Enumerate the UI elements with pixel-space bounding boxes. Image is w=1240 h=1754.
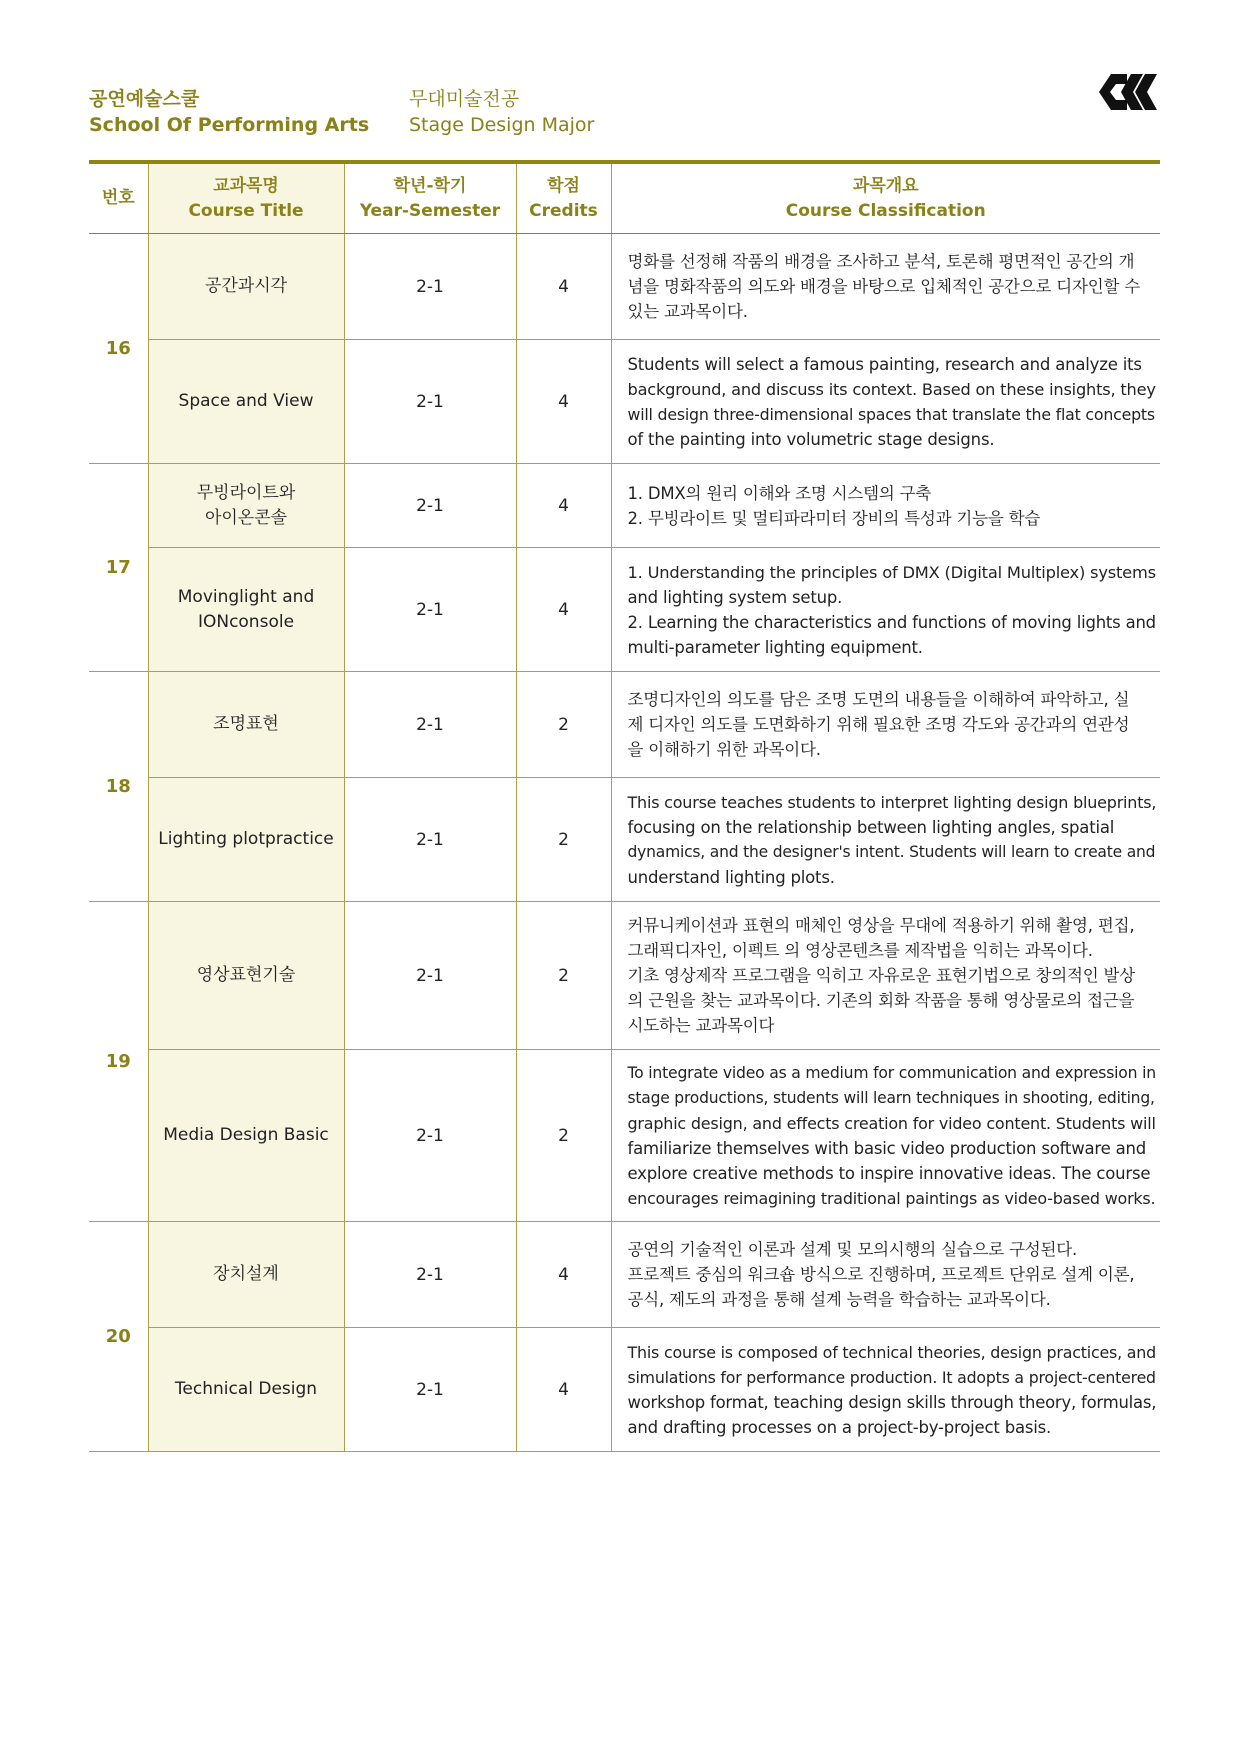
table-row (89, 1222, 1160, 1328)
column-header-year-semester: 학년-학기 Year-Semester (344, 164, 516, 234)
course-title-en (148, 778, 344, 902)
table-row (89, 464, 1160, 548)
description-line: workshop format, teaching design skills through theory, formulas, (627, 1392, 1157, 1412)
course-title-line: IONconsole (197, 611, 295, 632)
course-credits: 2 (516, 1050, 611, 1222)
course-credits: 4 (516, 1328, 611, 1452)
description-line: of the painting into volumetric stage designs. (627, 429, 995, 449)
course-title-line: 영상표현기술 (196, 965, 296, 985)
description-line: focusing on the relationship between lighting angles, spatial (627, 817, 1115, 837)
description-line: 조명디자인의 의도를 담은 조명 도면의 내용들을 이해하여 파악하고, 실 (627, 690, 1130, 709)
course-title-en (148, 548, 344, 672)
major-name (409, 86, 594, 138)
course-description-ko (611, 234, 1160, 340)
course-credits: 2 (516, 778, 611, 902)
description-line: explore creative methods to inspire innovative ideas. The course (627, 1163, 1151, 1183)
table-row (89, 548, 1160, 672)
description-line: 프로젝트 중심의 워크숍 방식으로 진행하며, 프로젝트 단위로 설계 이론, (627, 1265, 1135, 1284)
description-line: 커뮤니케이션과 표현의 매체인 영상을 무대에 적용하기 위해 촬영, 편집, (627, 916, 1135, 935)
ck-logo-icon (1097, 72, 1159, 112)
description-line: 그래픽디자인, 이펙트 의 영상콘텐츠를 제작법을 익히는 과목이다. (627, 941, 1093, 960)
course-description-en (611, 1050, 1160, 1222)
table-row (89, 778, 1160, 902)
course-title-ko (148, 464, 344, 548)
course-year-semester: 2-1 (344, 340, 516, 464)
major-name-ko: 무대미술전공 (409, 88, 520, 110)
description-line: dynamics, and the designer's intent. Students will learn to create and (627, 842, 1156, 861)
course-description-ko (611, 902, 1160, 1050)
course-title-line: Lighting plotpractice (158, 829, 334, 849)
table-row (89, 1050, 1160, 1222)
course-year-semester: 2-1 (344, 234, 516, 340)
course-credits: 4 (516, 1222, 611, 1328)
course-title-line: 공간과시각 (204, 276, 288, 296)
course-number: 16 (89, 234, 148, 464)
course-credits: 2 (516, 672, 611, 778)
table-header-row (89, 164, 1160, 234)
course-year-semester: 2-1 (344, 1050, 516, 1222)
description-line: 기초 영상제작 프로그램을 익히고 자유로운 표현기법으로 창의적인 발상 (627, 966, 1135, 985)
description-line: graphic design, and effects creation for video content. Students will (627, 1113, 1156, 1133)
description-line: stage productions, students will learn techniques in shooting, editing, (627, 1088, 1155, 1107)
school-name (89, 86, 369, 138)
course-number: 20 (89, 1222, 148, 1452)
course-description-en (611, 778, 1160, 902)
description-line: multi-parameter lighting equipment. (627, 637, 923, 657)
description-line: 념을 명화작품의 의도와 배경을 바탕으로 입체적인 공간으로 디자인할 수 (627, 277, 1141, 296)
course-description-ko (611, 1222, 1160, 1328)
course-credits: 4 (516, 340, 611, 464)
course-credits: 2 (516, 902, 611, 1050)
description-line: 공식, 제도의 과정을 통해 설계 능력을 학습하는 교과목이다. (627, 1290, 1051, 1309)
description-line: 공연의 기술적인 이론과 설계 및 모의시행의 실습으로 구성된다. (627, 1240, 1078, 1259)
table-row (89, 234, 1160, 340)
table-row (89, 1328, 1160, 1452)
description-line: 시도하는 교과목이다 (627, 1016, 775, 1035)
description-line: 있는 교과목이다. (627, 302, 748, 321)
column-header-credits: 학점 Credits (516, 164, 611, 234)
course-title-ko (148, 1222, 344, 1328)
course-year-semester: 2-1 (344, 548, 516, 672)
course-title-en (148, 1328, 344, 1452)
course-title-line: Movinglight and (177, 586, 315, 607)
course-table (89, 164, 1160, 1452)
course-year-semester: 2-1 (344, 464, 516, 548)
course-description-en (611, 340, 1160, 464)
course-year-semester: 2-1 (344, 778, 516, 902)
course-credits: 4 (516, 548, 611, 672)
course-title-ko (148, 902, 344, 1050)
course-title-line: 아이온콘솔 (204, 507, 288, 528)
school-name-ko: 공연예술스쿨 (89, 88, 200, 110)
description-line: This course teaches students to interpret lighting design blueprints, (627, 792, 1157, 812)
description-line: 의 근원을 찾는 교과목이다. 기존의 회화 작품을 통해 영상물로의 접근을 (627, 991, 1135, 1010)
column-header-title: 교과목명 Course Title (148, 164, 344, 234)
course-title-line: Space and View (178, 391, 314, 411)
course-title-en (148, 340, 344, 464)
description-line: This course is composed of technical theories, design practices, and (627, 1342, 1157, 1362)
school-name-en: School Of Performing Arts (89, 114, 370, 136)
course-title-line: 조명표현 (213, 714, 279, 734)
course-title-line: Technical Design (174, 1379, 318, 1399)
description-line: and drafting processes on a project-by-project basis. (627, 1417, 1052, 1437)
course-year-semester: 2-1 (344, 672, 516, 778)
course-description-ko (611, 464, 1160, 548)
column-header-description: 과목개요 Course Classification (611, 164, 1160, 234)
course-description-ko (611, 672, 1160, 778)
course-year-semester: 2-1 (344, 1328, 516, 1452)
table-row (89, 902, 1160, 1050)
course-year-semester: 2-1 (344, 1222, 516, 1328)
description-line: and lighting system setup. (627, 587, 843, 607)
course-number: 19 (89, 902, 148, 1222)
course-title-line: 장치설계 (213, 1264, 279, 1284)
course-title-ko (148, 672, 344, 778)
course-title-line: Media Design Basic (163, 1125, 329, 1145)
description-line: background, and discuss its context. Based on these insights, they (627, 379, 1156, 399)
description-line: 1. Understanding the principles of DMX (Digital Multiplex) systems (627, 562, 1156, 582)
course-number: 18 (89, 672, 148, 902)
course-credits: 4 (516, 234, 611, 340)
description-line: To integrate video as a medium for communication and expression in (627, 1063, 1156, 1082)
course-description-en (611, 1328, 1160, 1452)
description-line: 제 디자인 의도를 도면화하기 위해 필요한 조명 각도와 공간과의 연관성 (627, 715, 1130, 734)
description-line: 2. 무빙라이트 및 멀티파라미터 장비의 특성과 기능을 학습 (627, 508, 1041, 528)
description-line: will design three-dimensional spaces that translate the flat concepts (627, 404, 1155, 424)
course-title-ko (148, 234, 344, 340)
course-title-line: 무빙라이트와 (196, 482, 296, 503)
table-row (89, 672, 1160, 778)
column-header-no: 번호 (89, 164, 148, 234)
course-table-body (89, 234, 1160, 1452)
course-year-semester: 2-1 (344, 902, 516, 1050)
description-line: 2. Learning the characteristics and functions of moving lights and (627, 612, 1156, 632)
description-line: Students will select a famous painting, research and analyze its (627, 354, 1142, 374)
description-line: simulations for performance production. It adopts a project-centered (627, 1367, 1156, 1387)
course-description-en (611, 548, 1160, 672)
description-line: understand lighting plots. (627, 867, 835, 887)
course-number: 17 (89, 464, 148, 672)
course-credits: 4 (516, 464, 611, 548)
description-line: encourages reimagining traditional paintings as video-based works. (627, 1188, 1156, 1208)
description-line: 1. DMX의 원리 이해와 조명 시스템의 구축 (627, 483, 932, 503)
page-header (89, 86, 1159, 148)
description-line: familiarize themselves with basic video production software and (627, 1138, 1147, 1158)
table-row (89, 340, 1160, 464)
description-line: 을 이해하기 위한 과목이다. (627, 740, 821, 759)
description-line: 명화를 선정해 작품의 배경을 조사하고 분석, 토론해 평면적인 공간의 개 (627, 252, 1135, 271)
course-title-en (148, 1050, 344, 1222)
major-name-en: Stage Design Major (409, 114, 595, 136)
